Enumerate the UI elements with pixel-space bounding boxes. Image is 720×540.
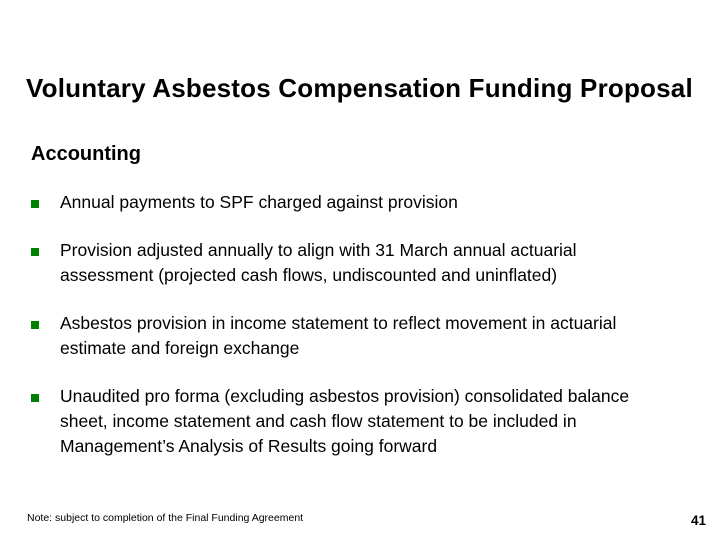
bullet-square-icon bbox=[31, 321, 39, 329]
bullet-text: Unaudited pro forma (excluding asbestos provision) consolidated balance sheet, income statement and cash flow statement to be included in Management’s Analysis of Results going forward bbox=[60, 386, 630, 456]
bullet-list bbox=[31, 190, 663, 482]
bullet-text: Annual payments to SPF charged against provision bbox=[60, 192, 458, 212]
bullet-text: Asbestos provision in income statement to reflect movement in actuarial estimate and foreign exchange bbox=[60, 313, 617, 358]
bullet-square-icon bbox=[31, 200, 39, 208]
bullet-square-icon bbox=[31, 248, 39, 256]
page-number: 41 bbox=[690, 513, 706, 528]
bullet-item bbox=[31, 384, 663, 459]
bullet-text: Provision adjusted annually to align with 31 March annual actuarial assessment (projected cash flows, undiscounted and uninflated) bbox=[60, 240, 577, 285]
bullet-item bbox=[31, 190, 663, 215]
section-heading: Accounting bbox=[31, 143, 141, 165]
bullet-square-icon bbox=[31, 394, 39, 402]
bullet-item bbox=[31, 311, 663, 361]
bullet-item bbox=[31, 238, 663, 288]
slide-title: Voluntary Asbestos Compensation Funding Proposal bbox=[26, 73, 693, 103]
footnote: Note: subject to completion of the Final Funding Agreement bbox=[27, 512, 304, 524]
